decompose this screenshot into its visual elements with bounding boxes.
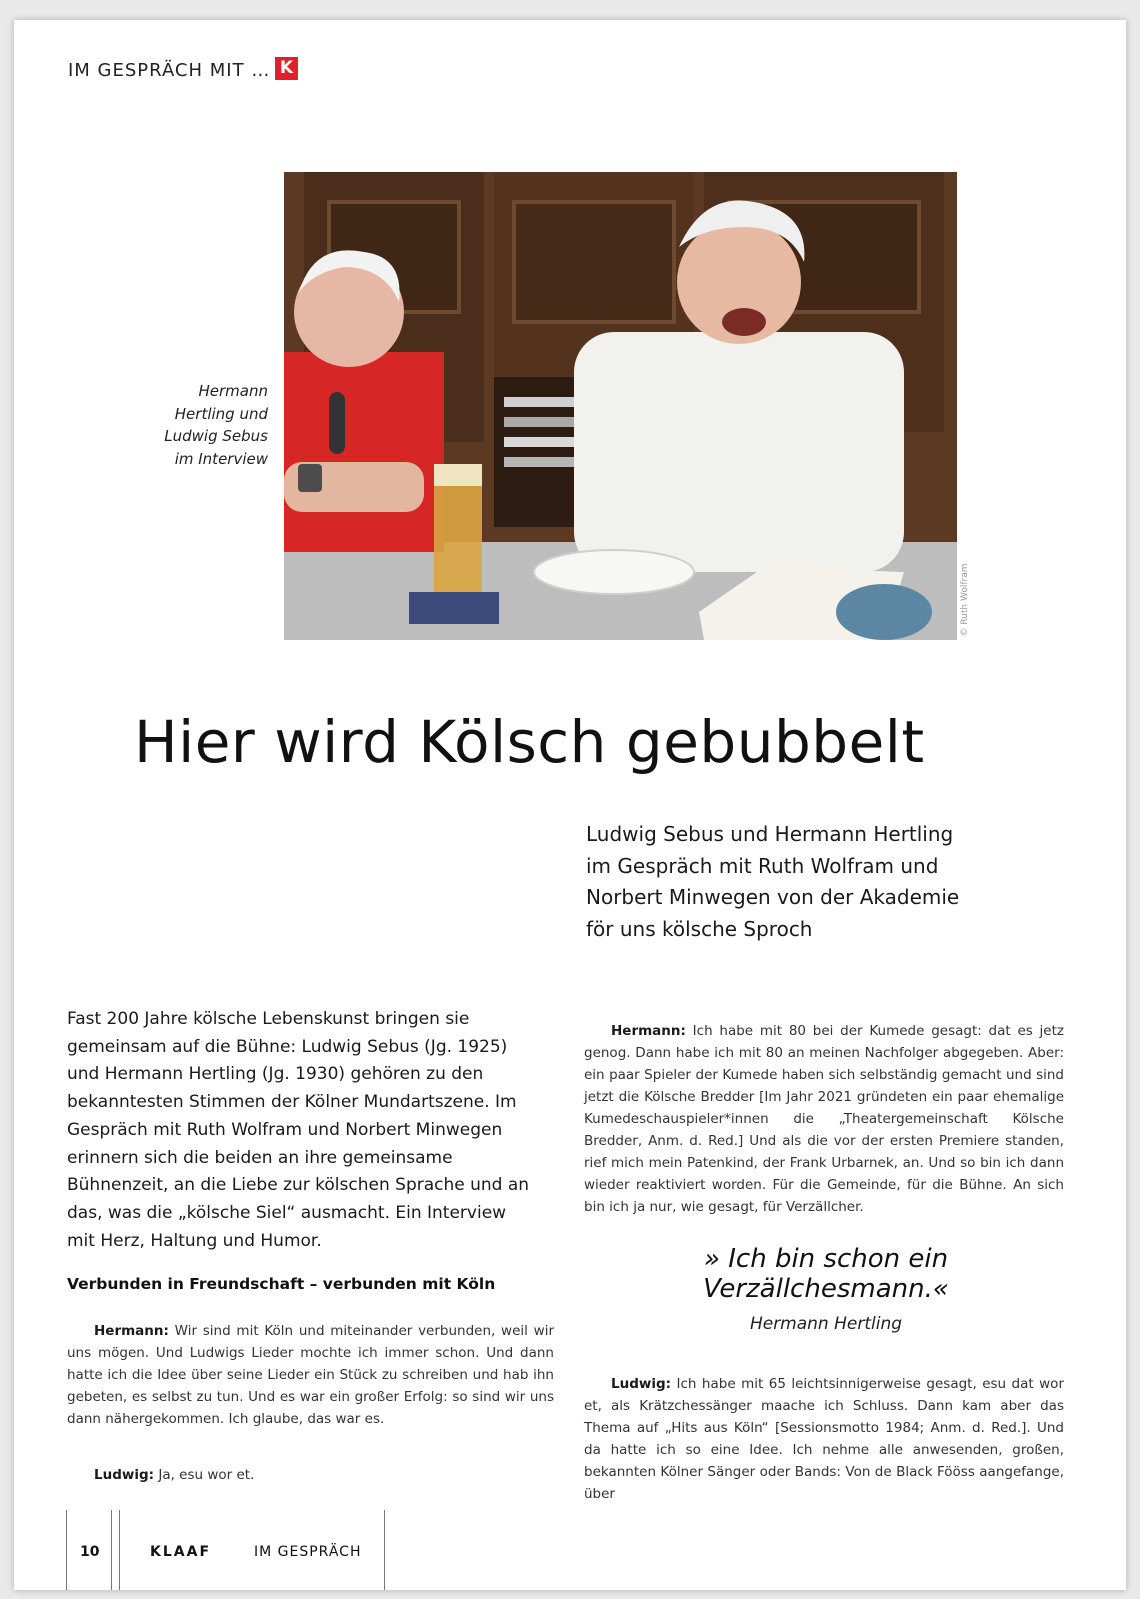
magazine-page [14,20,1126,1590]
speaker-name: Hermann: [94,1323,169,1339]
subtitle-line: för uns kölsche Sproch [586,916,813,941]
photo-credit-text: © Ruth Wolfram [960,563,970,637]
article-subtitle [586,819,966,945]
page-number: 10 [80,1544,100,1560]
lead-paragraph: Fast 200 Jahre kölsche Lebenskunst bringen sie gemeinsam auf die Bühne: Ludwig Sebus (Jg. 1925) und Hermann Hertling (Jg. 1930) gehören zu den bekanntesten Stimmen der Kölner Mundartszene. Im Gespräch mit Ruth Wolfram und Norbert Minwegen erinnern sich die beiden an ihre gemeinsame Bühnenzeit, an die Liebe zur kölschen Sprache und an das, was die „kölsche Siel“ ausmacht. Ein Interview mit Herz, Haltung und Humor. [67,1009,530,1251]
photo-credit [958,560,972,640]
article-headline: Hier wird Kölsch gebubbelt [134,708,925,776]
caption-line: Ludwig Sebus [164,427,268,445]
speaker-name: Ludwig: [611,1376,672,1392]
subtitle-line: Ludwig Sebus und Hermann Hertling [586,822,954,846]
interview-paragraph [584,1373,1064,1505]
subtitle-line: Norbert Minwegen von der Akademie [586,885,960,909]
speaker-name: Hermann: [611,1023,686,1039]
paragraph-text: Ich habe mit 65 leichtsinnigerweise gesagt, esu dat wor et, als Krätzchessänger maache ich Schluss. Dann kam aber das Thema auf „Hits aus Köln“ [Sessionsmotto 1984; Anm. d. Red.]. Und da hatte ich so eine Idee. Ich nehme alle anwesenden, großen, bekannten Kölner Sänger oder Bands: Von de Black Fööss aangefange, über [584,1376,1064,1502]
subtitle-line: im Gespräch mit Ruth Wolfram und [586,853,939,878]
footer-brand: KLAAF [150,1544,212,1560]
speaker-name: Ludwig: [94,1467,155,1483]
running-header: IM GESPRÄCH MIT … [68,60,271,81]
interview-photo [284,172,957,640]
caption-line: Hermann [198,382,268,400]
interview-paragraph [67,1464,554,1486]
caption-line: Hertling und [174,404,268,423]
pull-quote-attribution: Hermann Hertling [749,1314,903,1334]
paragraph-text: Ja, esu wor et. [154,1467,255,1483]
photo-caption [122,380,268,470]
paragraph-text: Wir sind mit Köln und miteinander verbunden, weil wir uns mögen. Und Ludwigs Lieder mochte ich immer schon. Und dann hatte ich die Idee über seine Lieder ein Stück zu schreiben und hab ihn gebeten, es selbst zu tun. Und es war ein großer Erfolg: so sind wir uns dann nähergekommen. Ich glaube, das war es. [67,1323,554,1427]
paragraph-text: Ich habe mit 80 bei der Kumede gesagt: dat es jetz genog. Dann habe ich mit 80 an meinen Nachfolger abgegeben. Aber: ein paar Spieler der Kumede haben sich selbständig gemacht und sind jetzt die Kölsche Bredder [Im Jahr 2021 gründeten ein paar ehemalige Kumedeschauspieler*innen die „Theatergemeinschaft Kölsche Bredder, Anm. d. Red.] Und als die vor der ersten Premiere standen, rief mich mein Patenkind, der Frank Urbarnek, an. Und so bin ich dann wieder reaktiviert worden. Für die Gemeinde, für die Bühne. An sich bin ich ja nur, wie gesagt, für Verzällcher. [584,1023,1064,1215]
footer-divider [66,1510,67,1590]
interview-paragraph [584,1020,1064,1218]
footer-divider [119,1510,120,1590]
pull-quote: » Ich bin schon ein Verzällchesmann.« [703,1244,949,1304]
footer-section: IM GESPRÄCH [254,1544,362,1560]
section-heading: Verbunden in Freundschaft – verbunden mit Köln [67,1275,496,1293]
caption-line: im Interview [174,449,268,468]
klaaf-logo-icon: K [275,57,298,80]
photo-illustration [284,172,957,640]
footer-divider [111,1510,112,1590]
footer-divider [384,1510,385,1590]
interview-paragraph [67,1320,554,1430]
